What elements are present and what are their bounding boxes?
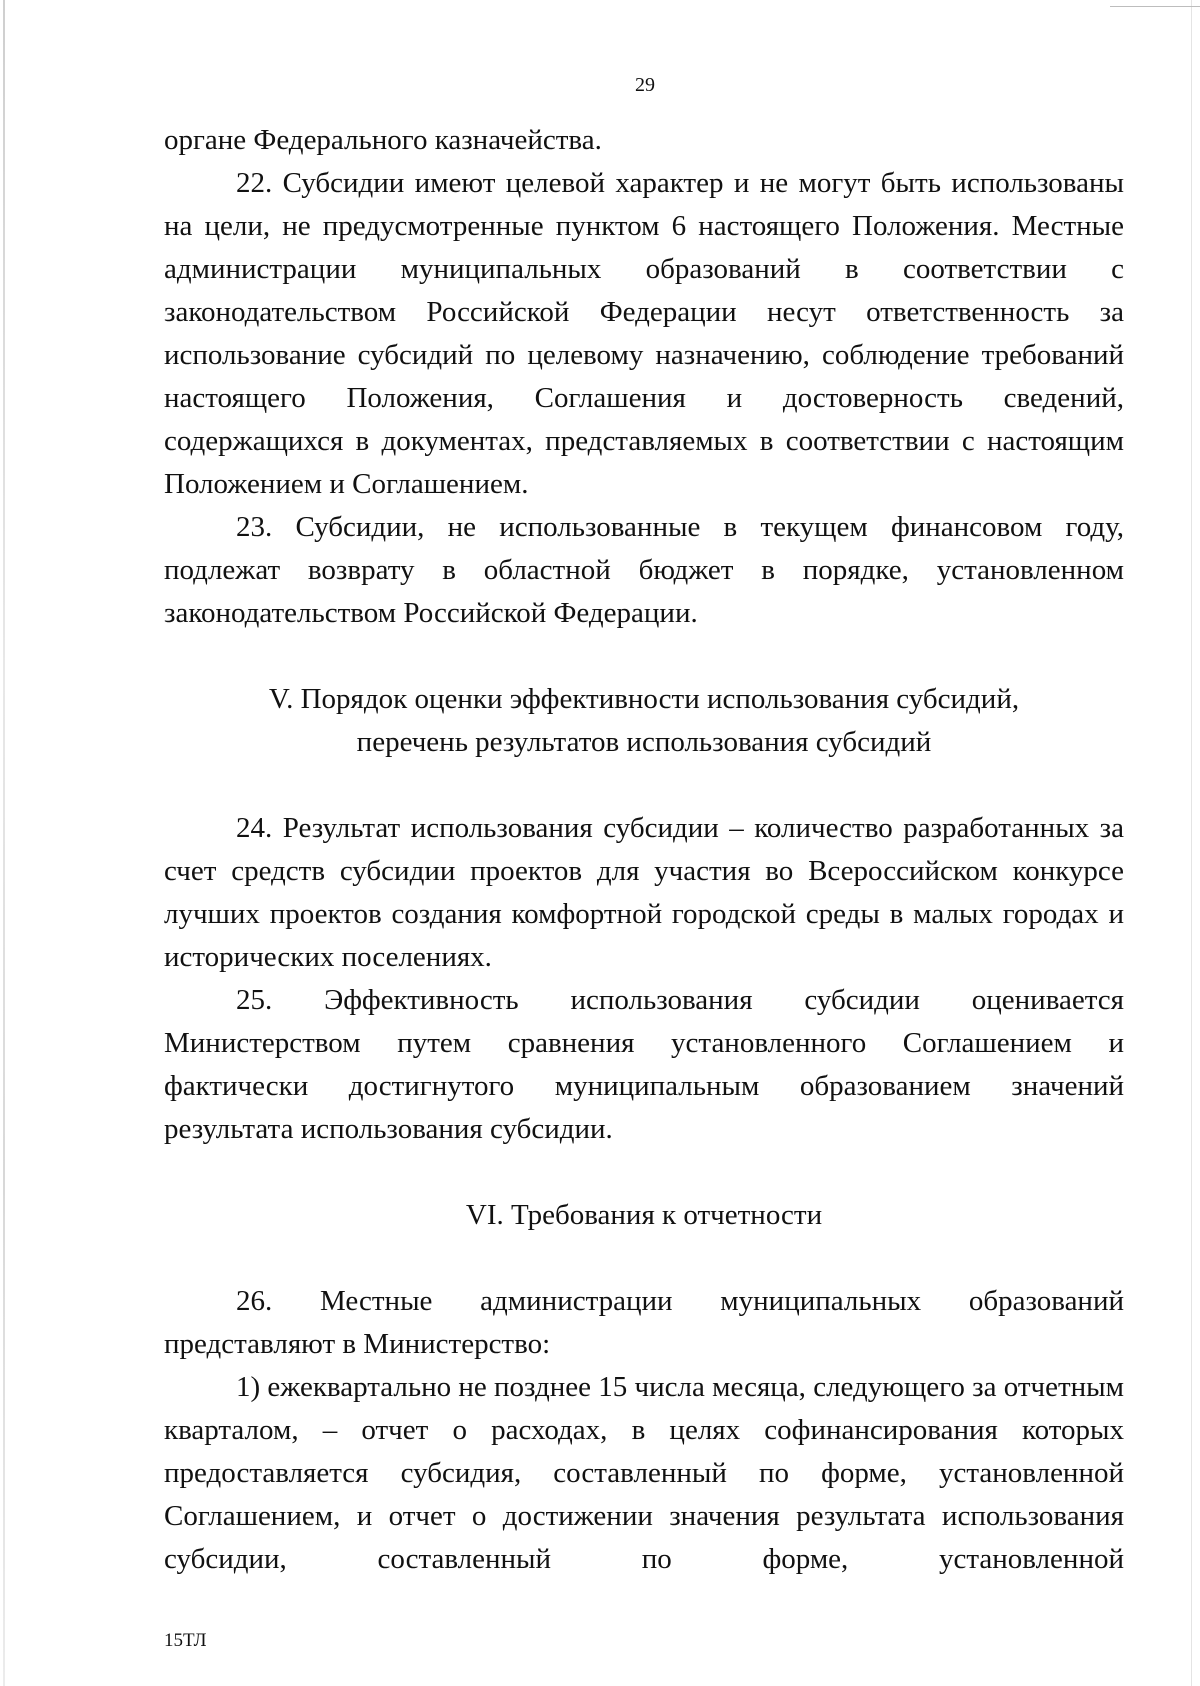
page-number: 29: [635, 74, 655, 96]
spacer: [164, 1151, 1124, 1194]
scan-corner-mark: [1110, 6, 1200, 7]
spacer: [164, 1237, 1124, 1280]
paragraph-continuation: органе Федерального казначейства.: [164, 124, 602, 156]
footer-code: 15ТЛ: [164, 1630, 207, 1651]
section-6-heading: VI. Требования к отчетности: [465, 1199, 823, 1231]
section-5-heading-line-1: V. Порядок оценки эффективности использования субсидий,: [268, 683, 1020, 715]
paragraph-26: 26. Местные администрации муниципальных образований представляют в Министерство:: [164, 1285, 1124, 1360]
paragraph-25: 25. Эффективность использования субсидии оценивается Министерством путем сравнения установленного Соглашением и фактически достигнутого муниципальным образованием значений результата использования субсидии.: [164, 984, 1124, 1145]
paragraph-23: 23. Субсидии, не использованные в текущем финансовом году, подлежат возврату в областной бюджет в порядке, установленном законодательством Российской Федерации.: [164, 511, 1124, 629]
paragraph-24: 24. Результат использования субсидии – количество разработанных за счет средств субсидии проектов для участия во Всероссийском конкурсе лучших проектов создания комфортной городской среды в малых городах и исторических поселениях.: [164, 812, 1124, 973]
scan-edge-left: [3, 0, 5, 1686]
spacer: [164, 764, 1124, 807]
paragraph-26-item-1: 1) ежеквартально не позднее 15 числа месяца, следующего за отчетным кварталом, – отчет о расходах, в целях софинансирования которых предоставляется субсидия, составленный по форме, установленной Соглашением, и отчет о достижении значения результата использования субсидии, составленный по форме, установленной: [164, 1371, 1124, 1575]
document-body: [164, 119, 1124, 1581]
scan-edge-right: [1191, 0, 1192, 1686]
paragraph-22: 22. Субсидии имеют целевой характер и не могут быть использованы на цели, не предусмотренные пунктом 6 настоящего Положения. Местные администрации муниципальных образований в соответствии с законодательством Российской Федерации несут ответственность за использование субсидий по целевому назначению, соблюдение требований настоящего Положения, Соглашения и достоверность сведений, содержащихся в документах, представляемых в соответствии с настоящим Положением и Соглашением.: [164, 167, 1124, 500]
spacer: [164, 635, 1124, 678]
section-5-heading-line-2: перечень результатов использования субсидий: [356, 726, 932, 758]
